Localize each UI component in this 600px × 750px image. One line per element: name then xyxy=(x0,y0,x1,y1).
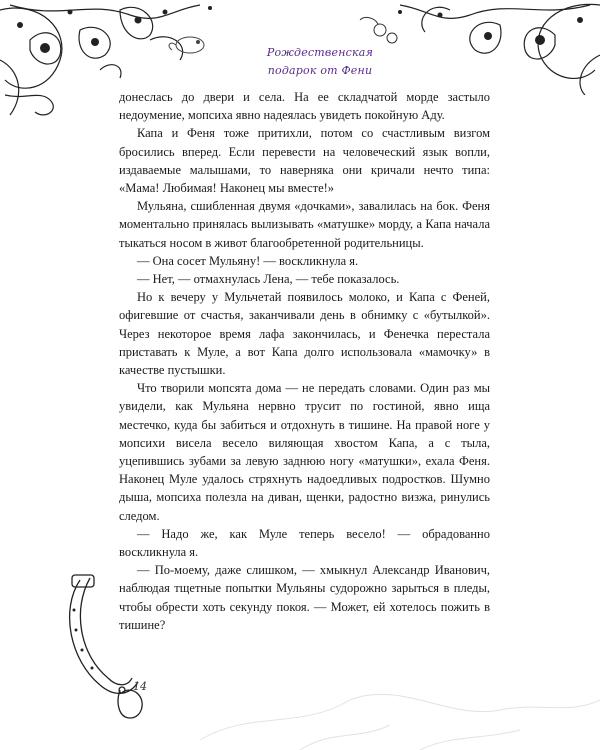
header-title-line-2: подарок от Фени xyxy=(267,64,373,77)
running-header-title xyxy=(250,44,390,80)
paragraph: Но к вечеру у Мульчетай появилось молоко, и Капа с Феней, офигевшие от счастья, заканчивали день в обнимку с «бутылкой». Через некоторое время лафа закончилась, и Фенечка перестала приставать к Муле, а вот Капа долго использовала «мамочку» в качестве пустышки. xyxy=(119,290,490,378)
paragraph: — По-моему, даже слишком, — хмыкнул Александр Иванович, наблюдая тщетные попытки Мульяны судорожно зарыться в пледы, чтобы обрести хоть секунду покоя. — Может, ей хотелось пожить в тишине? xyxy=(119,563,490,632)
paragraph: Мульяна, сшибленная двумя «дочками», завалилась на бок. Феня моментально принялась вылизывать «матушке» морду, а Капа начала тыкаться носом в живот благообретенной родительницы. xyxy=(119,199,490,250)
faded-ornament-bottom xyxy=(0,680,600,750)
paragraph: — Нет, — отмахнулась Лена, — тебе показалось. xyxy=(137,272,400,287)
paragraph: донеслась до двери и села. На ее складчатой морде застыло недоумение, мопсиха явно надеялась увидеть покойную Аду. xyxy=(119,90,490,123)
header-title-line-1: Рождественская xyxy=(266,46,374,59)
paragraph: Что творили мопсята дома — не передать словами. Один раз мы увидели, как Мульяна нервно трусит по гостиной, явно ища местечко, куда бы забиться и отдохнуть в тишине. На правой ноге у мопсихи висела весело виляющая хвостом Капа, а с тыла, уцепившись зубами за левую заднюю ногу «матушки», ехала Феня. Наконец Муле удалось стряхнуть надоедливых подростков. Шумно дыша, мопсиха полезла на диван, щенки, радостно визжа, ринулись следом. xyxy=(119,381,490,523)
paragraph: Капа и Феня тоже притихли, потом со счастливым визгом бросились вперед. Если перевести на человеческий язык вопли, издаваемые малышами, то наверняка они кричали нечто типа: «Мама! Любимая! Наконец мы вместе!» xyxy=(119,126,490,196)
paragraph: — Надо же, как Муле теперь весело! — обрадованно воскликнула я. xyxy=(119,526,490,560)
page-number: 14 xyxy=(133,680,147,693)
paragraph: — Она сосет Мульяну! — воскликнула я. xyxy=(137,253,359,268)
body-text xyxy=(119,88,490,634)
